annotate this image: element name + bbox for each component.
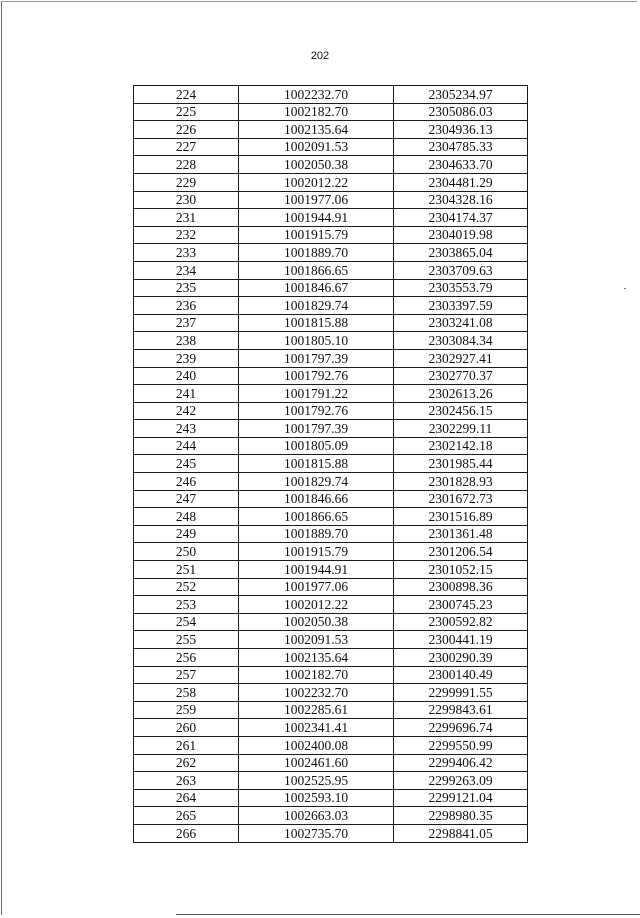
y-coordinate-cell: 2300592.82 — [394, 613, 528, 631]
point-number-cell: 258 — [134, 684, 239, 702]
point-number-cell: 239 — [134, 349, 239, 367]
y-coordinate-cell: 2304328.16 — [394, 191, 528, 209]
x-coordinate-cell: 1001915.79 — [239, 543, 394, 561]
coordinates-table — [133, 85, 528, 843]
x-coordinate-cell: 1002050.38 — [239, 613, 394, 631]
y-coordinate-cell: 2300441.19 — [394, 631, 528, 649]
y-coordinate-cell: 2299696.74 — [394, 719, 528, 737]
point-number-cell: 261 — [134, 736, 239, 754]
y-coordinate-cell: 2303241.08 — [394, 314, 528, 332]
table-row — [134, 191, 528, 209]
table-row — [134, 719, 528, 737]
table-row — [134, 138, 528, 156]
x-coordinate-cell: 1001829.74 — [239, 473, 394, 491]
x-coordinate-cell: 1001792.76 — [239, 367, 394, 385]
x-coordinate-cell: 1002135.64 — [239, 649, 394, 667]
y-coordinate-cell: 2300745.23 — [394, 596, 528, 614]
y-coordinate-cell: 2303553.79 — [394, 279, 528, 297]
x-coordinate-cell: 1001792.76 — [239, 402, 394, 420]
y-coordinate-cell: 2301361.48 — [394, 525, 528, 543]
table-row — [134, 701, 528, 719]
y-coordinate-cell: 2305086.03 — [394, 103, 528, 121]
y-coordinate-cell: 2301516.89 — [394, 508, 528, 526]
y-coordinate-cell: 2302142.18 — [394, 437, 528, 455]
y-coordinate-cell: 2298980.35 — [394, 807, 528, 825]
table-row — [134, 385, 528, 403]
x-coordinate-cell: 1002091.53 — [239, 631, 394, 649]
point-number-cell: 259 — [134, 701, 239, 719]
y-coordinate-cell: 2301672.73 — [394, 490, 528, 508]
y-coordinate-cell: 2302299.11 — [394, 420, 528, 438]
table-row — [134, 490, 528, 508]
table-row — [134, 209, 528, 227]
point-number-cell: 246 — [134, 473, 239, 491]
x-coordinate-cell: 1002663.03 — [239, 807, 394, 825]
point-number-cell: 231 — [134, 209, 239, 227]
x-coordinate-cell: 1001805.09 — [239, 437, 394, 455]
y-coordinate-cell: 2302613.26 — [394, 385, 528, 403]
point-number-cell: 240 — [134, 367, 239, 385]
point-number-cell: 247 — [134, 490, 239, 508]
table-row — [134, 613, 528, 631]
table-row — [134, 754, 528, 772]
point-number-cell: 264 — [134, 789, 239, 807]
table-row — [134, 86, 528, 104]
table-row — [134, 807, 528, 825]
y-coordinate-cell: 2300290.39 — [394, 649, 528, 667]
y-coordinate-cell: 2301052.15 — [394, 561, 528, 579]
x-coordinate-cell: 1001846.67 — [239, 279, 394, 297]
point-number-cell: 249 — [134, 525, 239, 543]
x-coordinate-cell: 1001977.06 — [239, 191, 394, 209]
x-coordinate-cell: 1001791.22 — [239, 385, 394, 403]
point-number-cell: 266 — [134, 824, 239, 842]
x-coordinate-cell: 1002135.64 — [239, 121, 394, 139]
table-row — [134, 402, 528, 420]
point-number-cell: 255 — [134, 631, 239, 649]
x-coordinate-cell: 1001846.66 — [239, 490, 394, 508]
table-row — [134, 156, 528, 174]
y-coordinate-cell: 2303397.59 — [394, 297, 528, 315]
point-number-cell: 260 — [134, 719, 239, 737]
table-row — [134, 226, 528, 244]
table-row — [134, 121, 528, 139]
table-row — [134, 508, 528, 526]
point-number-cell: 234 — [134, 261, 239, 279]
x-coordinate-cell: 1002341.41 — [239, 719, 394, 737]
point-number-cell: 229 — [134, 173, 239, 191]
x-coordinate-cell: 1002400.08 — [239, 736, 394, 754]
table-row — [134, 649, 528, 667]
x-coordinate-cell: 1001797.39 — [239, 420, 394, 438]
y-coordinate-cell: 2303865.04 — [394, 244, 528, 262]
point-number-cell: 263 — [134, 772, 239, 790]
x-coordinate-cell: 1001815.88 — [239, 455, 394, 473]
y-coordinate-cell: 2303709.63 — [394, 261, 528, 279]
point-number-cell: 233 — [134, 244, 239, 262]
y-coordinate-cell: 2301206.54 — [394, 543, 528, 561]
x-coordinate-cell: 1001944.91 — [239, 209, 394, 227]
table-row — [134, 473, 528, 491]
x-coordinate-cell: 1002735.70 — [239, 824, 394, 842]
page-number: 202 — [310, 50, 330, 62]
x-coordinate-cell: 1001889.70 — [239, 525, 394, 543]
table-row — [134, 578, 528, 596]
x-coordinate-cell: 1002050.38 — [239, 156, 394, 174]
table-row — [134, 349, 528, 367]
scan-speck — [624, 288, 626, 289]
page-bottom-edge — [176, 914, 640, 915]
table-row — [134, 173, 528, 191]
table-row — [134, 631, 528, 649]
table-row — [134, 789, 528, 807]
y-coordinate-cell: 2305234.97 — [394, 86, 528, 104]
y-coordinate-cell: 2304019.98 — [394, 226, 528, 244]
y-coordinate-cell: 2300140.49 — [394, 666, 528, 684]
table-row — [134, 244, 528, 262]
point-number-cell: 241 — [134, 385, 239, 403]
table-row — [134, 314, 528, 332]
y-coordinate-cell: 2304633.70 — [394, 156, 528, 174]
x-coordinate-cell: 1001815.88 — [239, 314, 394, 332]
point-number-cell: 242 — [134, 402, 239, 420]
table-row — [134, 367, 528, 385]
x-coordinate-cell: 1002012.22 — [239, 596, 394, 614]
point-number-cell: 248 — [134, 508, 239, 526]
table-row — [134, 543, 528, 561]
x-coordinate-cell: 1002012.22 — [239, 173, 394, 191]
point-number-cell: 232 — [134, 226, 239, 244]
y-coordinate-cell: 2299843.61 — [394, 701, 528, 719]
table-row — [134, 666, 528, 684]
x-coordinate-cell: 1001805.10 — [239, 332, 394, 350]
y-coordinate-cell: 2304785.33 — [394, 138, 528, 156]
x-coordinate-cell: 1002091.53 — [239, 138, 394, 156]
x-coordinate-cell: 1002232.70 — [239, 86, 394, 104]
y-coordinate-cell: 2298841.05 — [394, 824, 528, 842]
x-coordinate-cell: 1002525.95 — [239, 772, 394, 790]
y-coordinate-cell: 2300898.36 — [394, 578, 528, 596]
point-number-cell: 224 — [134, 86, 239, 104]
point-number-cell: 245 — [134, 455, 239, 473]
point-number-cell: 225 — [134, 103, 239, 121]
y-coordinate-cell: 2299406.42 — [394, 754, 528, 772]
y-coordinate-cell: 2299121.04 — [394, 789, 528, 807]
y-coordinate-cell: 2299550.99 — [394, 736, 528, 754]
table-row — [134, 525, 528, 543]
point-number-cell: 230 — [134, 191, 239, 209]
y-coordinate-cell: 2304481.29 — [394, 173, 528, 191]
y-coordinate-cell: 2301985.44 — [394, 455, 528, 473]
table-row — [134, 261, 528, 279]
table-row — [134, 736, 528, 754]
x-coordinate-cell: 1002232.70 — [239, 684, 394, 702]
point-number-cell: 227 — [134, 138, 239, 156]
y-coordinate-cell: 2299991.55 — [394, 684, 528, 702]
x-coordinate-cell: 1001829.74 — [239, 297, 394, 315]
x-coordinate-cell: 1001866.65 — [239, 261, 394, 279]
x-coordinate-cell: 1002182.70 — [239, 666, 394, 684]
x-coordinate-cell: 1001889.70 — [239, 244, 394, 262]
x-coordinate-cell: 1001866.65 — [239, 508, 394, 526]
point-number-cell: 228 — [134, 156, 239, 174]
x-coordinate-cell: 1002593.10 — [239, 789, 394, 807]
point-number-cell: 235 — [134, 279, 239, 297]
table-row — [134, 561, 528, 579]
point-number-cell: 243 — [134, 420, 239, 438]
point-number-cell: 238 — [134, 332, 239, 350]
table-row — [134, 772, 528, 790]
x-coordinate-cell: 1002461.60 — [239, 754, 394, 772]
x-coordinate-cell: 1002182.70 — [239, 103, 394, 121]
y-coordinate-cell: 2299263.09 — [394, 772, 528, 790]
point-number-cell: 262 — [134, 754, 239, 772]
point-number-cell: 236 — [134, 297, 239, 315]
x-coordinate-cell: 1002285.61 — [239, 701, 394, 719]
point-number-cell: 251 — [134, 561, 239, 579]
y-coordinate-cell: 2303084.34 — [394, 332, 528, 350]
table-row — [134, 279, 528, 297]
table-row — [134, 332, 528, 350]
point-number-cell: 250 — [134, 543, 239, 561]
point-number-cell: 253 — [134, 596, 239, 614]
y-coordinate-cell: 2302456.15 — [394, 402, 528, 420]
table-row — [134, 596, 528, 614]
y-coordinate-cell: 2301828.93 — [394, 473, 528, 491]
table-row — [134, 297, 528, 315]
x-coordinate-cell: 1001944.91 — [239, 561, 394, 579]
y-coordinate-cell: 2302770.37 — [394, 367, 528, 385]
table-row — [134, 684, 528, 702]
table-row — [134, 824, 528, 842]
table-row — [134, 437, 528, 455]
point-number-cell: 226 — [134, 121, 239, 139]
y-coordinate-cell: 2302927.41 — [394, 349, 528, 367]
x-coordinate-cell: 1001915.79 — [239, 226, 394, 244]
x-coordinate-cell: 1001977.06 — [239, 578, 394, 596]
y-coordinate-cell: 2304936.13 — [394, 121, 528, 139]
table-row — [134, 420, 528, 438]
point-number-cell: 265 — [134, 807, 239, 825]
point-number-cell: 252 — [134, 578, 239, 596]
point-number-cell: 257 — [134, 666, 239, 684]
x-coordinate-cell: 1001797.39 — [239, 349, 394, 367]
point-number-cell: 237 — [134, 314, 239, 332]
table-row — [134, 455, 528, 473]
y-coordinate-cell: 2304174.37 — [394, 209, 528, 227]
table-row — [134, 103, 528, 121]
coordinates-table-body — [134, 86, 528, 843]
point-number-cell: 256 — [134, 649, 239, 667]
point-number-cell: 244 — [134, 437, 239, 455]
point-number-cell: 254 — [134, 613, 239, 631]
